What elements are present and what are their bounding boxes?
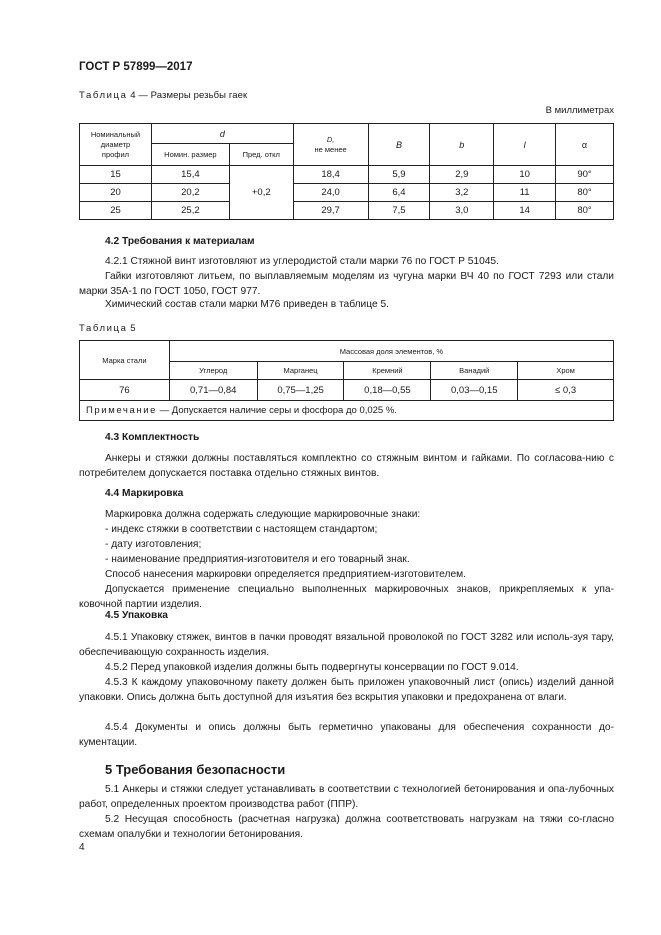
document-header: ГОСТ Р 57899—2017 [79, 61, 193, 73]
table-cell: ≤ 0,3 [518, 380, 614, 401]
table-5 [79, 340, 614, 421]
table5-col-header: Марганец [257, 362, 344, 380]
table-cell: 3,0 [430, 202, 494, 220]
table-row [80, 166, 614, 184]
paragraph: Допускается применение специально выполненных маркировочных знаков, прикрепляемых к упа-ковочной партии изделия. [79, 584, 614, 611]
table-cell: 20,2 [151, 184, 229, 202]
table5-col-header: Кремний [344, 362, 431, 380]
section-4-4-title: 4.4 Маркировка [105, 488, 184, 499]
table4-unit: В миллиметрах [545, 105, 614, 116]
table-cell: 24,0 [293, 184, 368, 202]
section-5-title: 5 Требования безопасности [105, 762, 286, 777]
table-row [80, 202, 614, 220]
table-cell: 80° [556, 202, 614, 220]
table4-caption [79, 90, 247, 101]
table-cell: 25,2 [151, 202, 229, 220]
paragraph: Химический состав стали марки М76 приведен в таблице 5. [105, 299, 389, 310]
table4-caption-word: Таблица [79, 90, 128, 101]
table5-header-mass: Массовая доля элементов, % [169, 341, 613, 362]
table-cell: 25 [80, 202, 152, 220]
table-4 [79, 123, 614, 220]
paragraph: 5.1 Анкеры и стяжки следует устанавливать в соответствии с технологией бетонирования и опа-лубочных работ, определенных проектом производства работ (ППР). [79, 784, 614, 811]
table4-header-D [293, 124, 368, 166]
table-cell: 14 [494, 202, 556, 220]
table4-header-b: b [430, 124, 494, 166]
table4-header-l: l [494, 124, 556, 166]
paragraph: Анкеры и стяжки должны поставляться комплектно со стяжным винтом и гайками. По согласова-нию с потребителем допускается поставка отдельно стяжных винтов. [79, 453, 614, 480]
table-cell: 18,4 [293, 166, 368, 184]
table-cell: 0,75—1,25 [257, 380, 344, 401]
table-cell: 11 [494, 184, 556, 202]
table4-header-tolerance: Пред. откл [229, 144, 293, 166]
paragraph: Способ нанесения маркировки определяется предприятием-изготовителем. [105, 569, 466, 580]
table5-note-word: Примечание [86, 405, 157, 416]
list-item: - наименование предприятия-изготовителя и его товарный знак. [105, 554, 410, 565]
table-row [80, 184, 614, 202]
table-row [80, 380, 614, 401]
table5-note [80, 401, 614, 421]
table5-note-text: — Допускается наличие серы и фосфора до 0,025 %. [157, 405, 397, 416]
paragraph: 4.5.2 Перед упаковкой изделия должны быть подвергнуты консервации по ГОСТ 9.014. [105, 662, 519, 673]
table4-header-B: B [368, 124, 430, 166]
table5-caption [79, 323, 136, 334]
paragraph: Маркировка должна содержать следующие маркировочные знаки: [105, 509, 421, 520]
page-number: 4 [79, 842, 85, 853]
table-cell: 15,4 [151, 166, 229, 184]
table-cell: 80° [556, 184, 614, 202]
table4-header-D-note: не менее [314, 144, 347, 154]
table5-col-header: Хром [518, 362, 614, 380]
table-cell: 7,5 [368, 202, 430, 220]
section-4-5-title: 4.5 Упаковка [105, 610, 168, 621]
section-4-2-title: 4.2 Требования к материалам [105, 236, 255, 247]
table4-header-d: d [151, 124, 293, 144]
table5-caption-word: Таблица [79, 323, 128, 334]
table-cell: 90° [556, 166, 614, 184]
table4-tolerance-value: +0,2 [229, 166, 293, 220]
table4-header-nominal: Номинальный диаметр профил [80, 124, 152, 166]
table-cell: 76 [80, 380, 170, 401]
paragraph: Гайки изготовляют литьем, по выплавляемым моделям из чугуна марки ВЧ 40 по ГОСТ 7293 или стали марки 35А-1 по ГОСТ 1050, ГОСТ 977. [79, 271, 614, 298]
table4-header-nominal-size: Номин. размер [151, 144, 229, 166]
table5-col-header: Ванадий [431, 362, 518, 380]
table-cell: 20 [80, 184, 152, 202]
table-cell: 0,18—0,55 [344, 380, 431, 401]
table-cell: 15 [80, 166, 152, 184]
table4-caption-text: 4 — Размеры резьбы гаек [127, 90, 248, 101]
table5-header-grade: Марка стали [80, 341, 170, 380]
table-cell: 5,9 [368, 166, 430, 184]
table-cell: 3,2 [430, 184, 494, 202]
table-cell: 6,4 [368, 184, 430, 202]
table-cell: 0,03—0,15 [431, 380, 518, 401]
list-item: - индекс стяжки в соответствии с настоящем стандартом; [105, 524, 378, 535]
paragraph: 4.5.4 Документы и опись должны быть герметично упакованы для обеспечения сохранности до-кументации. [79, 722, 614, 749]
paragraph: 4.2.1 Стяжной винт изготовляют из углеродистой стали марки 76 по ГОСТ Р 51045. [105, 256, 499, 267]
paragraph: 5.2 Несущая способность (расчетная нагрузка) должна соответствовать нагрузкам на тяжи со-гласно схемам опалубки и технологии бетонирования. [79, 814, 614, 841]
section-4-3-title: 4.3 Комплектность [105, 432, 200, 443]
table5-col-header: Углерод [169, 362, 257, 380]
table-cell: 0,71—0,84 [169, 380, 257, 401]
table-cell: 10 [494, 166, 556, 184]
paragraph: 4.5.3 К каждому упаковочному пакету должен быть приложен упаковочный лист (опись) изделий данной упаковки. Опись должна быть доступной для изъятия без вскрытия упаковки и предохранена от влаги. [79, 677, 614, 704]
list-item: - дату изготовления; [105, 539, 202, 550]
paragraph: 4.5.1 Упаковку стяжек, винтов в пачки проводят вязальной проволокой по ГОСТ 3282 или исполь-зуя тару, обеспечивающую сохранность изделия. [79, 632, 614, 659]
table5-caption-text: 5 [127, 323, 136, 334]
table-cell: 2,9 [430, 166, 494, 184]
table4-header-alpha: α [556, 124, 614, 166]
table4-header-D-symbol: D, [326, 134, 335, 144]
table-cell: 29,7 [293, 202, 368, 220]
